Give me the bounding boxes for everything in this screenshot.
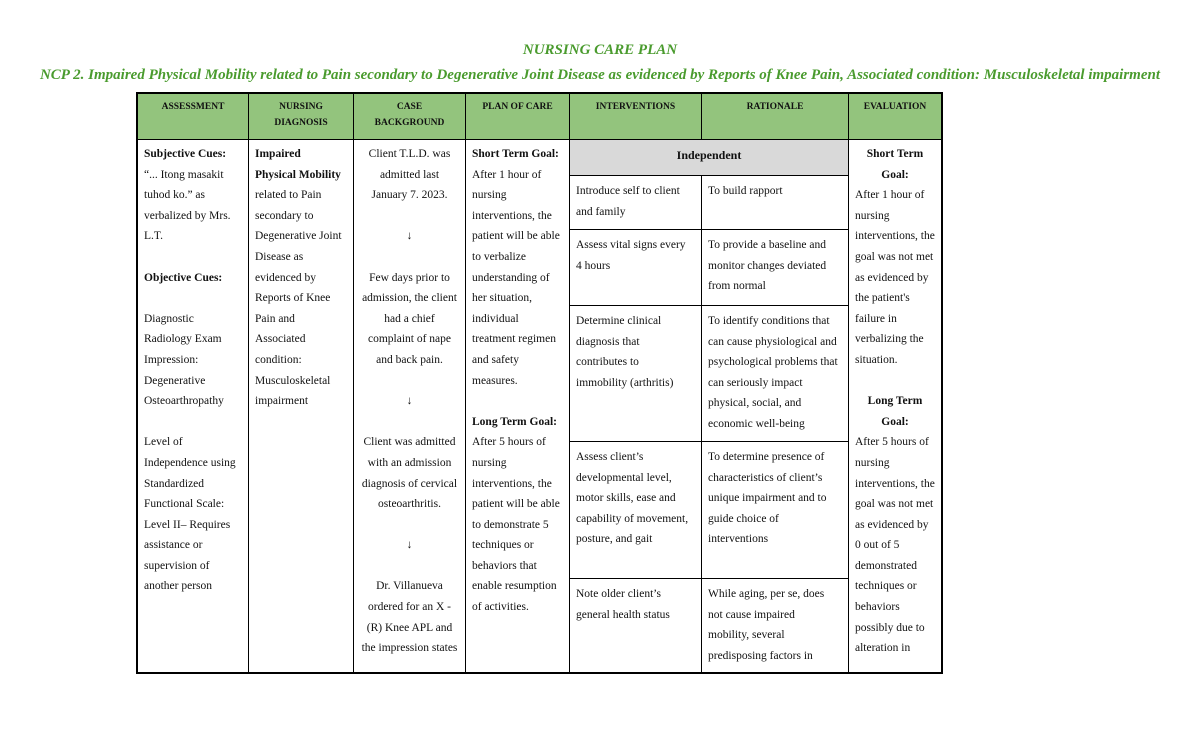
background-text: diagnosis of cervical <box>361 477 458 490</box>
eval-long-term-label: Goal: <box>881 415 909 428</box>
case-background-column <box>354 140 466 672</box>
plan-text: her situation, <box>472 292 533 305</box>
rationale-cell: To provide a baseline and monitor changes deviated from normal <box>702 230 849 306</box>
nursing-diagnosis-column <box>249 140 354 672</box>
diagnosis-text: condition: <box>255 353 302 366</box>
assessment-text: supervision of <box>144 559 210 572</box>
plan-text: and safety <box>472 353 519 366</box>
rationale-cell: To identify conditions that can cause physiological and psychological problems that can seriously impact physical, social, and economic well-being <box>702 306 849 442</box>
plan-text: treatment regimen <box>472 333 556 346</box>
evaluation-text: techniques or <box>855 580 917 593</box>
evaluation-text: the patient's <box>855 292 910 305</box>
eval-short-term-label: Goal: <box>881 168 909 181</box>
document-title: NURSING CARE PLAN <box>522 42 678 58</box>
assessment-text: Degenerative <box>144 374 206 387</box>
background-text: Dr. Villanueva <box>376 580 443 593</box>
background-text: admitted last <box>379 168 440 181</box>
rationale-cell: While aging, per se, does not cause impaired mobility, several predisposing factors in <box>702 579 849 672</box>
header-evaluation: EVALUATION <box>849 94 941 140</box>
evaluation-text: 0 out of 5 <box>855 539 900 552</box>
evaluation-text: verbalizing the <box>855 333 924 346</box>
objective-cues-label: Objective Cues: <box>144 271 223 284</box>
diagnosis-title: Physical Mobility <box>255 168 341 181</box>
long-term-goal-label: Long Term Goal: <box>472 415 557 428</box>
assessment-text: another person <box>144 580 213 593</box>
diagnosis-text: evidenced by <box>255 271 316 284</box>
document-subtitle: NCP 2. Impaired Physical Mobility related to Pain secondary to Degenerative Joint Disease as evidenced by Reports of Knee Pain, Associated condition: Musculoskeletal impairment <box>39 67 1161 83</box>
header-rationale: RATIONALE <box>702 94 849 140</box>
diagnosis-text: Reports of Knee <box>255 292 331 305</box>
plan-text: to verbalize <box>472 250 526 263</box>
background-text: had a chief <box>384 312 435 325</box>
background-text: Client was admitted <box>363 436 456 449</box>
assessment-text: assistance or <box>144 539 203 552</box>
plan-text: techniques or <box>472 539 534 552</box>
background-text: and back pain. <box>376 353 443 366</box>
diagnosis-text: Disease as <box>255 250 304 263</box>
evaluation-text: goal was not met <box>855 498 934 511</box>
assessment-text: Level II– Requires <box>144 518 231 531</box>
down-arrow-icon: ↓ <box>406 230 413 243</box>
plan-text: patient will be able <box>472 498 560 511</box>
evaluation-text: failure in <box>855 312 897 325</box>
plan-text: enable resumption <box>472 580 557 593</box>
plan-text: of activities. <box>472 601 529 614</box>
evaluation-text: as evidenced by <box>855 518 929 531</box>
plan-text: interventions, the <box>472 477 552 490</box>
assessment-text: Diagnostic <box>144 312 194 325</box>
assessment-text: L.T. <box>144 230 163 243</box>
plan-text: After 5 hours of <box>472 436 546 449</box>
plan-text: to demonstrate 5 <box>472 518 549 531</box>
plan-text: patient will be able <box>472 230 560 243</box>
independent-section-header: Independent <box>570 140 849 176</box>
assessment-text: Level of <box>144 436 183 449</box>
plan-text: measures. <box>472 374 518 387</box>
nursing-care-plan-table <box>136 92 943 674</box>
header-interventions: INTERVENTIONS <box>570 94 702 140</box>
assessment-text: verbalized by Mrs. <box>144 209 231 222</box>
background-text: January 7. 2023. <box>371 189 448 202</box>
rationale-cell: To determine presence of characteristics of client’s unique impairment and to guide choice of interventions <box>702 442 849 579</box>
intervention-cell: Note older client’s general health status <box>570 579 702 672</box>
evaluation-column <box>849 140 941 672</box>
evaluation-text: interventions, the <box>855 477 935 490</box>
background-text: osteoarthritis. <box>378 498 441 511</box>
evaluation-text: goal was not met <box>855 250 934 263</box>
diagnosis-text: related to Pain <box>255 189 322 202</box>
evaluation-text: as evidenced by <box>855 271 929 284</box>
eval-short-term-label: Short Term <box>866 148 924 160</box>
background-text: the impression states <box>361 642 458 655</box>
plan-of-care-column <box>466 140 570 672</box>
plan-text: After 1 hour of <box>472 168 542 181</box>
diagnosis-text: Associated <box>255 333 306 346</box>
plan-text: behaviors that <box>472 559 537 572</box>
header-plan-of-care: PLAN OF CARE <box>466 94 570 140</box>
evaluation-text: After 5 hours of <box>855 436 929 449</box>
assessment-text: tuhod ko.” as <box>144 189 206 202</box>
background-text: ordered for an X - <box>367 601 451 614</box>
background-text: admission, the client <box>362 292 457 305</box>
intervention-cell: Assess vital signs every 4 hours <box>570 230 702 306</box>
plan-text: nursing <box>472 456 507 469</box>
background-text: (R) Knee APL and <box>366 621 453 634</box>
assessment-text: Impression: <box>144 353 199 366</box>
diagnosis-text: Degenerative Joint <box>255 230 342 243</box>
plan-text: nursing <box>472 189 507 202</box>
evaluation-text: After 1 hour of <box>855 189 925 202</box>
assessment-text: Functional Scale: <box>144 498 225 511</box>
plan-text: interventions, the <box>472 209 552 222</box>
diagnosis-text: Musculoskeletal <box>255 374 331 387</box>
evaluation-text: nursing <box>855 209 890 222</box>
header-assessment: ASSESSMENT <box>138 94 249 140</box>
plan-text: individual <box>472 312 519 325</box>
assessment-text: “... Itong masakit <box>144 168 224 181</box>
diagnosis-text: impairment <box>255 395 309 408</box>
assessment-text: Standardized <box>144 477 205 490</box>
down-arrow-icon: ↓ <box>406 539 413 552</box>
background-text: Few days prior to <box>369 271 450 284</box>
diagnosis-text: Pain and <box>255 312 295 325</box>
evaluation-text: situation. <box>855 353 898 366</box>
evaluation-text: possibly due to <box>855 621 925 634</box>
assessment-text: Radiology Exam <box>144 333 222 346</box>
subjective-cues-label: Subjective Cues: <box>144 148 227 160</box>
evaluation-text: alteration in <box>855 642 911 655</box>
background-text: complaint of nape <box>367 333 452 346</box>
header-case-background: CASE BACKGROUND <box>354 94 466 140</box>
background-text: with an admission <box>367 456 452 469</box>
assessment-text: Osteoarthropathy <box>144 395 224 408</box>
short-term-goal-label: Short Term Goal: <box>472 148 559 160</box>
header-nursing-diagnosis: NURSING DIAGNOSIS <box>249 94 354 140</box>
plan-text: understanding of <box>472 271 550 284</box>
evaluation-text: interventions, the <box>855 230 935 243</box>
eval-long-term-label: Long Term <box>867 395 923 408</box>
diagnosis-title: Impaired <box>255 148 301 160</box>
assessment-text: Independence using <box>144 456 236 469</box>
assessment-column <box>138 140 249 672</box>
evaluation-text: behaviors <box>855 601 900 614</box>
intervention-cell: Introduce self to client and family <box>570 176 702 230</box>
background-text: Client T.L.D. was <box>368 148 451 160</box>
intervention-cell: Assess client’s developmental level, motor skills, ease and capability of movement, posture, and gait <box>570 442 702 579</box>
down-arrow-icon: ↓ <box>406 395 413 408</box>
evaluation-text: nursing <box>855 456 890 469</box>
diagnosis-text: secondary to <box>255 209 314 222</box>
rationale-cell: To build rapport <box>702 176 849 230</box>
evaluation-text: demonstrated <box>855 559 917 572</box>
intervention-cell: Determine clinical diagnosis that contributes to immobility (arthritis) <box>570 306 702 442</box>
